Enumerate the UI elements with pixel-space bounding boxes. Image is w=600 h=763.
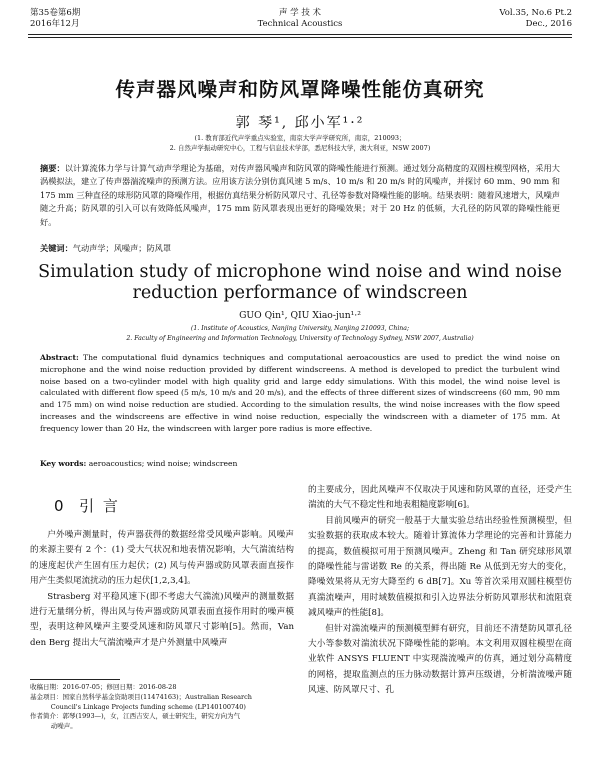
paragraph: 户外噪声测量时，传声器获得的数据经常受风噪声影响。风噪声的来源主要有 2 个：(1) 受大气状况和地表情况影响，大气湍流结构的速度起伏产生固有压力起伏；(2) 风与传声器或防风罩表面直接作用产生类似尾流扰动的压力起伏[1,2,3,4]。	[30, 530, 294, 587]
header-rule-thin	[28, 37, 572, 38]
keywords-en	[40, 459, 237, 468]
section-number: 0	[54, 497, 66, 515]
keywords-label-cn: 关键词：	[40, 243, 73, 253]
journal-name-cn: 声 学 技 术	[278, 8, 322, 18]
affiliation-cn-1: (1. 教育部近代声学重点实验室，南京大学声学研究所，南京，210093；	[194, 134, 406, 142]
footnote-author-2: 动噪声。	[50, 722, 77, 731]
abstract-label-en: Abstract:	[40, 353, 79, 362]
footnote-fund-2: Council's Linkage Projects funding scheme (LP140100740)	[50, 702, 246, 711]
footnote	[30, 683, 300, 732]
section-heading	[54, 495, 120, 516]
keywords-text-en: aeroacoustics; wind noise; windscreen	[88, 459, 238, 468]
footnote-fund-1: 基金项目：国家自然科学基金资助项目(11474163)；Australian Research	[30, 692, 252, 701]
volume-issue: 第35卷第6期	[30, 8, 81, 18]
volume-issue-en: Vol.35, No.6 Pt.2	[499, 8, 572, 18]
paragraph: 但针对湍流噪声的预测模型鲜有研究，目前还不清楚防风罩孔径大小等参数对湍流状况下降噪性能的影响。本文利用双圆柱模型在商业软件 ANSYS FLUENT 中实现湍流噪声的仿真，通过划分高精度的网格，提取监测点的压力脉动数据计算声压级谱，分析湍流噪声随风速、防风罩尺寸、孔	[308, 623, 572, 696]
affiliation-en-1: (1. Institute of Acoustics, Nanjing University, Nanjing 210093, China;	[190, 325, 410, 332]
affiliation-cn-2: 2. 自然声学振动研究中心，工程与信息技术学部，悉尼科技大学，澳大利亚，NSW 2007)	[169, 144, 431, 152]
paragraph: 目前风噪声的研究一般基于大量实验总结出经验性预测模型，但实验数据的获取成本较大。随着计算流体力学理论的完善和计算能力的提高，数值模拟可用于预测风噪声。Zheng 和 Tan 研究球形风罩的降噪性能与雷诺数 Re 的关系，得出随 Re 从低到无穷大的变化，降噪效果将从无穷大降至约 6 dB[7]。Xu 等首次采用双圆柱模型仿真湍流噪声，用时域数值模拟和引入边界法分析防风罩形状和流阻衰减风噪声的性能[8]。	[308, 515, 572, 619]
paragraph: Strasberg 对平稳风速下(即不考虑大气湍流)风噪声的测量数据进行无量纲分析，得出风与传声器或防风罩表面直接作用时的噪声模型，表明这种风噪声主要受风速和防风罩尺寸影响[5]。然而，Van den Berg 提出大气湍流噪声才是户外测量中风噪声	[30, 591, 294, 648]
affiliations-en	[0, 324, 600, 344]
affiliations-cn	[0, 133, 600, 153]
authors-cn: 郭 琴¹, 邱小军¹·²	[235, 115, 365, 131]
abstract-cn	[40, 162, 560, 229]
keywords-text-cn: 气动声学；风噪声；防风罩	[72, 243, 172, 253]
journal-issue-en	[499, 8, 572, 30]
keywords-cn	[40, 243, 171, 254]
abstract-text-cn: 以计算流体力学与计算气动声学理论为基础，对传声器风噪声和防风罩的降噪性能进行预测。通过划分高精度的双圆柱模型网格，采用大涡模拟法，建立了传声器湍流噪声的预测方法。应用该方法分别仿真风速 5 m/s、10 m/s 和 20 m/s 时的风噪声，并探讨 60 mm、90 mm 和 175 mm 三种直径的球形防风罩的降噪作用，根据仿真结果分析防风罩尺寸、孔径等参数对降噪性能的影响。结果表明：随着风速增大，风噪声随之升高；防风罩的引入可以有效降低风噪声，175 mm 防风罩表现出更好的降噪效果；对于 20 Hz 的低频，大孔径的防风罩的降噪性能更好。	[40, 163, 560, 227]
issue-date: 2016年12月	[30, 19, 80, 29]
journal-name-en: Technical Acoustics	[257, 19, 343, 29]
body-column-right	[308, 483, 572, 699]
footnote-received: 收稿日期：2016-07-05；修回日期：2016-08-28	[30, 683, 177, 691]
body-column-left	[30, 528, 294, 651]
paper-title-en: Simulation study of microphone wind noise and wind noise reduction performance of windscreen	[38, 262, 562, 303]
footnote-rule	[30, 679, 120, 680]
paper-title-cn: 传声器风噪声和防风罩降噪性能仿真研究	[115, 78, 485, 101]
header-rule-thick	[28, 34, 572, 35]
abstract-text-en: The computational fluid dynamics techniques and computational aeroacoustics are used to predict the wind noise on microphone and the wind noise reduction provided by different windscreens. A method is developed to predict the turbulent wind noise based on a two-cylinder model with high quality grid and large eddy simulations. With this model, the wind noise level is calculated with different flow speed (5 m/s, 10 m/s and 20 m/s), and the effects of three different sizes of windscreens (60 mm, 90 mm and 175 mm) on wind noise reduction are studied. According to the simulation results, the wind noise increases with the flow speed increases and the windscreens are effective in wind noise reduction, especially the windscreen with a diameter of 175 mm. At frequency lower than 20 Hz, the windscreen with larger pore radius is more effective.	[40, 353, 560, 433]
abstract-en	[40, 352, 560, 435]
section-title: 引 言	[79, 497, 120, 515]
keywords-label-en: Key words:	[40, 459, 87, 468]
authors-en: GUO Qin¹, QIU Xiao-jun¹·²	[239, 310, 361, 321]
issue-date-en: Dec., 2016	[525, 19, 572, 29]
paragraph: 的主要成分，因此风噪声不仅取决于风速和防风罩的直径，还受产生湍流的大气不稳定性和地表粗糙度影响[6]。	[308, 485, 572, 511]
affiliation-en-2: 2. Faculty of Engineering and Information Technology, University of Technology Sydney, NSW 2007, Australia)	[126, 335, 474, 342]
footnote-author-1: 作者简介：郭琴(1993—)，女，江西吉安人，硕士研究生，研究方向为气	[30, 712, 241, 721]
abstract-label-cn: 摘要：	[40, 163, 65, 173]
